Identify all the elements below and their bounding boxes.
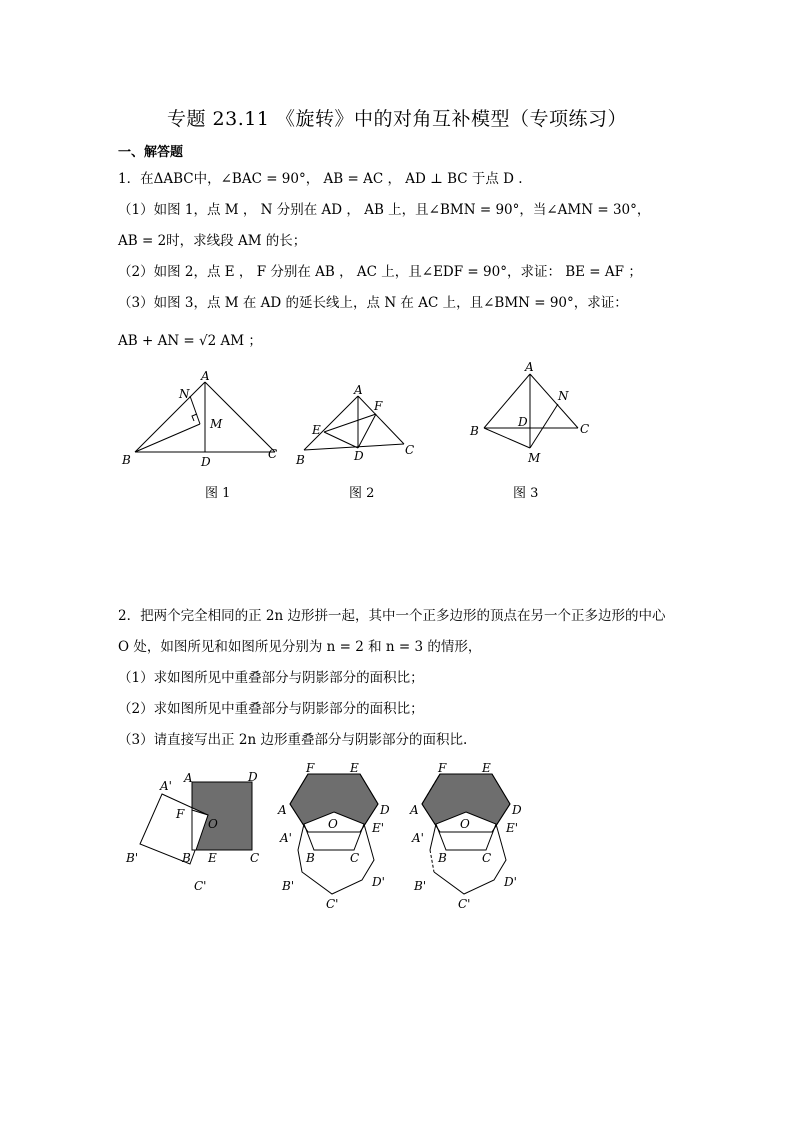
fig1-label-m: M: [210, 417, 223, 431]
fig2-label-e: E: [312, 423, 321, 437]
figA-label-f: F: [176, 807, 185, 821]
figure-1: [118, 368, 288, 474]
q1-part1-line1: （1）如图 1，点 M ， N 分别在 AD ， AB 上，且∠BMN = 90°，当∠AMN = 30°，: [118, 202, 651, 218]
fig3-label-d: D: [518, 415, 528, 429]
fig3-label-c: C: [580, 422, 590, 436]
figC-label-b: B: [438, 851, 447, 865]
figB-label-d-prime: D': [372, 875, 385, 889]
q2-part3: （3）请直接写出正 2n 边形重叠部分与阴影部分的面积比.: [118, 732, 468, 748]
figC-label-a: A: [410, 803, 419, 817]
figC-label-c-prime: C': [458, 897, 471, 911]
figC-label-f: F: [438, 762, 447, 775]
figB-label-a: A: [278, 803, 287, 817]
page-title: 专题 23.11 《旋转》中的对角互补模型（专项练习）: [167, 108, 627, 130]
q2-part1: （1）求如图所见中重叠部分与阴影部分的面积比；: [118, 670, 424, 686]
q1-part3-line2: AB + AN = √2 AM ；: [118, 333, 262, 349]
q1-stem: 1．在ΔABC中，∠BAC = 90°， AB = AC ， AD ⊥ BC 于点 D .: [118, 171, 523, 187]
q1-part2: （2）如图 2，点 E ， F 分别在 AB ， AC 上，且∠EDF = 90°，求证： BE = AF ；: [118, 264, 642, 280]
figure-hexagons-1: [276, 762, 396, 912]
figC-label-e-prime: E': [506, 821, 519, 835]
q2-part2: （2）求如图所见中重叠部分与阴影部分的面积比；: [118, 701, 424, 717]
q2-stem-line2: O 处，如图所见和如图所见分别为 n = 2 和 n = 3 的情形，: [118, 639, 482, 655]
fig2-label-b: B: [296, 453, 305, 467]
figure-3: [464, 358, 604, 468]
figA-label-c: C: [250, 851, 260, 865]
figB-label-e: E: [350, 762, 359, 775]
caption-fig3: 图 3: [513, 486, 539, 501]
figA-label-o: O: [208, 817, 218, 831]
figA-label-a-prime: A': [160, 779, 172, 793]
figB-label-b: B: [306, 851, 315, 865]
fig1-label-n: N: [179, 387, 190, 401]
fig2-label-f: F: [374, 399, 383, 413]
figB-label-e-prime: E': [372, 821, 385, 835]
figA-label-e: E: [208, 851, 217, 865]
fig2-label-d: D: [354, 449, 364, 463]
figC-label-c: C: [482, 851, 492, 865]
q1-part1-line2: AB = 2时，求线段 AM 的长；: [118, 233, 307, 249]
figA-label-b: B: [182, 851, 191, 865]
figC-label-d: D: [512, 803, 522, 817]
fig1-label-c: C: [268, 447, 278, 461]
figC-label-e: E: [482, 762, 491, 775]
q2-stem-line1: 2．把两个完全相同的正 2n 边形拼一起，其中一个正多边形的顶点在另一个正多边形的中心: [118, 608, 666, 624]
figB-label-c: C: [350, 851, 360, 865]
figC-label-a-prime: A': [412, 831, 424, 845]
fig2-label-c: C: [405, 443, 415, 457]
fig2-label-a: A: [354, 383, 363, 397]
figB-label-c-prime: C': [326, 897, 339, 911]
figB-label-b-prime: B': [282, 879, 295, 893]
figB-label-d: D: [380, 803, 390, 817]
figB-label-a-prime: A': [280, 831, 292, 845]
figA-label-b-prime: B': [126, 851, 139, 865]
fig1-label-d: D: [201, 455, 211, 469]
figure-squares: [120, 768, 270, 898]
fig1-label-a: A: [201, 369, 210, 383]
figA-label-d: D: [248, 770, 258, 784]
figB-label-o: O: [328, 817, 338, 831]
figure-2: [292, 382, 422, 468]
fig3-label-n: N: [558, 389, 569, 403]
caption-fig1: 图 1: [205, 486, 231, 501]
section-heading: 一、解答题: [118, 145, 184, 160]
figure-hexagons-2: [408, 762, 532, 912]
figA-label-c-prime: C': [194, 879, 207, 893]
caption-fig2: 图 2: [349, 486, 375, 501]
fig3-label-b: B: [470, 424, 479, 438]
fig3-label-m: M: [528, 451, 541, 465]
fig1-label-b: B: [122, 453, 131, 467]
q1-part3-line1: （3）如图 3，点 M 在 AD 的延长线上，点 N 在 AC 上，且∠BMN = 90°，求证：: [118, 295, 628, 311]
figB-label-f: F: [306, 762, 315, 775]
figC-label-o: O: [460, 817, 470, 831]
figC-label-b-prime: B': [414, 879, 427, 893]
fig3-label-a: A: [525, 360, 534, 374]
figA-label-a: A: [184, 771, 193, 785]
figC-label-d-prime: D': [504, 875, 517, 889]
